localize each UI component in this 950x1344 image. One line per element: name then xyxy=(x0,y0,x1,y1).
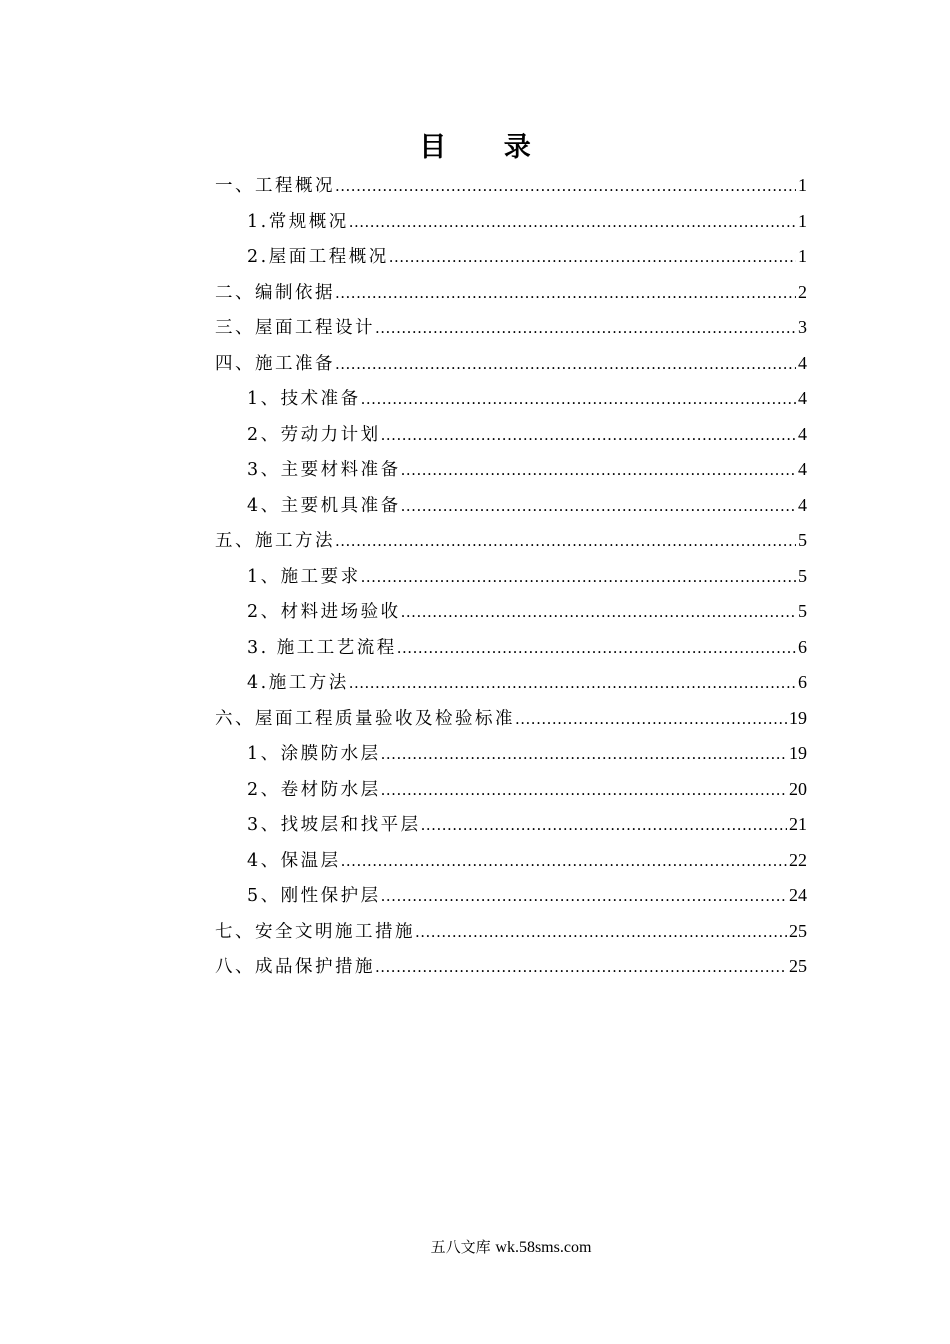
toc-entry[interactable] xyxy=(215,807,807,843)
toc-dot-leader xyxy=(401,489,796,525)
toc-entry-label: 六、屋面工程质量验收及检验标准 xyxy=(215,708,515,729)
toc-entry-page-number: 19 xyxy=(789,707,807,728)
toc-entry-page-number: 20 xyxy=(789,778,807,799)
toc-entry[interactable] xyxy=(215,772,807,808)
toc-entry-label: 七、安全文明施工措施 xyxy=(215,921,415,942)
toc-entry-page-number: 1 xyxy=(798,175,807,195)
toc-entry-page-number: 6 xyxy=(798,672,807,692)
footer xyxy=(0,1236,950,1259)
toc-dot-leader xyxy=(515,702,787,738)
toc-entry-label: 2.屋面工程概况 xyxy=(247,247,389,267)
table-of-contents xyxy=(215,168,807,985)
toc-dot-leader xyxy=(381,737,787,773)
toc-entry[interactable] xyxy=(215,488,807,524)
toc-entry-page-number: 5 xyxy=(798,565,807,586)
toc-dot-leader xyxy=(349,666,796,702)
toc-entry[interactable] xyxy=(215,914,807,950)
toc-entry-label: 1、施工要求 xyxy=(247,566,361,587)
toc-entry-page-number: 5 xyxy=(798,601,807,621)
toc-dot-leader xyxy=(415,915,787,951)
toc-entry-label: 1.常规概况 xyxy=(247,211,349,232)
toc-dot-leader xyxy=(361,560,796,596)
toc-entry-label: 4、主要机具准备 xyxy=(247,495,401,516)
toc-entry[interactable] xyxy=(215,204,807,240)
toc-dot-leader xyxy=(389,240,796,276)
toc-entry[interactable] xyxy=(215,168,807,204)
toc-entry[interactable] xyxy=(215,878,807,914)
toc-entry[interactable] xyxy=(215,346,807,382)
toc-entry-label: 4、保温层 xyxy=(247,850,341,871)
toc-entry-page-number: 3 xyxy=(798,317,807,337)
toc-entry-label: 1、涂膜防水层 xyxy=(247,744,381,764)
toc-dot-leader xyxy=(401,453,796,489)
toc-entry-page-number: 25 xyxy=(789,920,807,941)
toc-dot-leader xyxy=(361,382,796,418)
toc-entry-page-number: 2 xyxy=(798,281,807,302)
toc-entry[interactable] xyxy=(215,559,807,595)
toc-entry-page-number: 4 xyxy=(798,352,807,373)
toc-dot-leader xyxy=(375,950,787,986)
toc-dot-leader xyxy=(381,418,796,454)
footer-source-name: 五八文库 xyxy=(430,1238,491,1256)
toc-entry-label: 三、屋面工程设计 xyxy=(215,318,375,338)
toc-dot-leader xyxy=(375,311,796,347)
toc-entry-page-number: 25 xyxy=(789,956,807,976)
toc-dot-leader xyxy=(335,524,796,560)
toc-dot-leader xyxy=(335,169,796,205)
toc-entry-page-number: 4 xyxy=(798,459,807,479)
toc-entry-page-number: 21 xyxy=(789,814,807,834)
toc-entry[interactable] xyxy=(215,701,807,737)
toc-dot-leader xyxy=(421,808,787,844)
toc-entry-label: 2、材料进场验收 xyxy=(247,602,401,622)
toc-entry[interactable] xyxy=(215,275,807,311)
toc-entry-page-number: 4 xyxy=(798,388,807,408)
toc-entry-label: 二、编制依据 xyxy=(215,282,335,303)
toc-dot-leader xyxy=(401,595,796,631)
toc-entry-page-number: 4 xyxy=(798,494,807,515)
toc-entry[interactable] xyxy=(215,523,807,559)
toc-entry-label: 2、劳动力计划 xyxy=(247,424,381,445)
toc-entry-label: 八、成品保护措施 xyxy=(215,957,375,977)
toc-entry[interactable] xyxy=(215,630,807,666)
toc-dot-leader xyxy=(335,276,796,312)
toc-dot-leader xyxy=(397,631,796,667)
toc-entry-label: 四、施工准备 xyxy=(215,353,335,374)
toc-entry-label: 2、卷材防水层 xyxy=(247,779,381,800)
toc-entry[interactable] xyxy=(215,736,807,772)
toc-entry[interactable] xyxy=(215,594,807,630)
toc-entry-label: 一、工程概况 xyxy=(215,176,335,196)
toc-entry[interactable] xyxy=(215,239,807,275)
toc-entry-label: 1、技术准备 xyxy=(247,389,361,409)
toc-entry-label: 3、主要材料准备 xyxy=(247,460,401,480)
toc-entry-label: 五、施工方法 xyxy=(215,531,335,551)
toc-entry-page-number: 19 xyxy=(789,743,807,763)
footer-source-site: wk.58sms.com xyxy=(495,1239,592,1256)
toc-entry-page-number: 4 xyxy=(798,423,807,444)
toc-dot-leader xyxy=(381,879,787,915)
toc-entry[interactable] xyxy=(215,665,807,701)
toc-entry[interactable] xyxy=(215,417,807,453)
toc-entry-page-number: 6 xyxy=(798,636,807,657)
toc-entry-page-number: 5 xyxy=(798,530,807,550)
toc-entry[interactable] xyxy=(215,452,807,488)
toc-entry-page-number: 22 xyxy=(789,849,807,870)
toc-entry-label: 3. 施工工艺流程 xyxy=(247,637,397,658)
page-title: 目 录 xyxy=(419,132,555,163)
toc-dot-leader xyxy=(349,205,796,241)
toc-entry-page-number: 24 xyxy=(789,885,807,905)
toc-entry[interactable] xyxy=(215,310,807,346)
toc-entry-label: 3、找坡层和找平层 xyxy=(247,815,421,835)
toc-dot-leader xyxy=(341,844,787,880)
toc-dot-leader xyxy=(381,773,787,809)
toc-entry[interactable] xyxy=(215,949,807,985)
toc-entry-label: 4.施工方法 xyxy=(247,673,349,693)
toc-entry[interactable] xyxy=(215,381,807,417)
toc-entry-label: 5、刚性保护层 xyxy=(247,886,381,906)
toc-entry[interactable] xyxy=(215,843,807,879)
toc-entry-page-number: 1 xyxy=(798,246,807,266)
toc-dot-leader xyxy=(335,347,796,383)
toc-entry-page-number: 1 xyxy=(798,210,807,231)
